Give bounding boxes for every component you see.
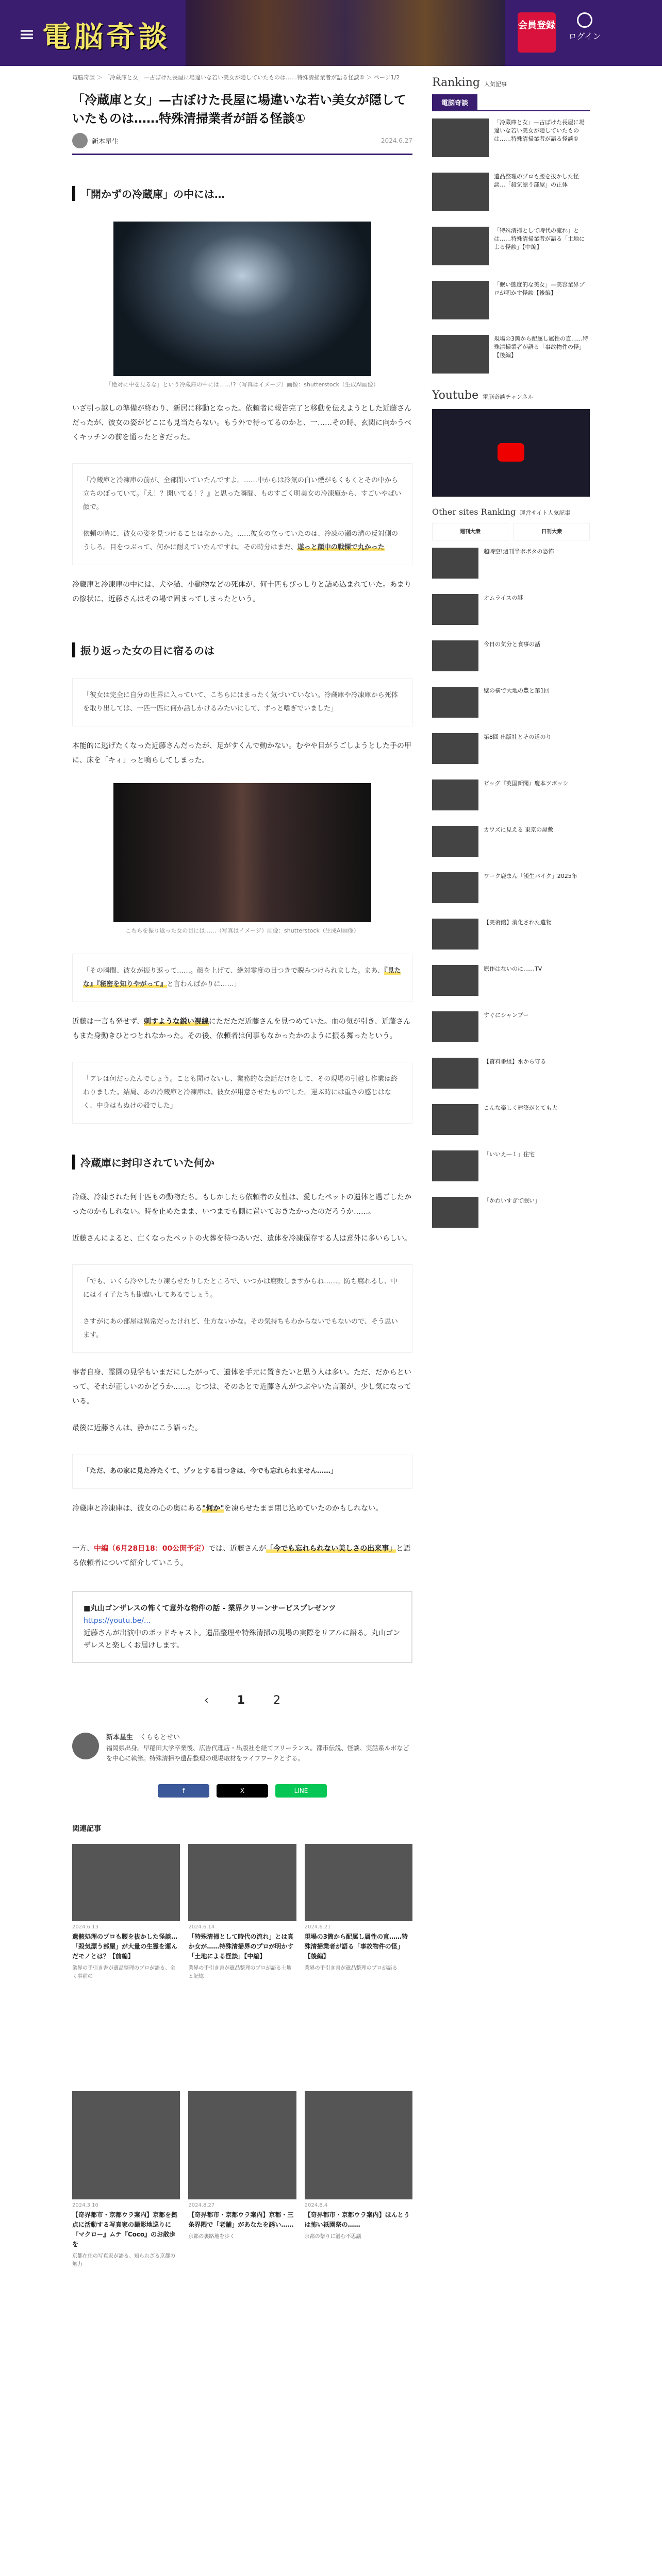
ranking-item[interactable] (432, 640, 590, 671)
paragraph: 一方、中編（6月28日18：00公開予定）では、近藤さんが「今でも忘れられない美しさの出来事」と語る依頼者について紹介していこう。 (72, 1545, 411, 1567)
ranking-title: カワズに見える 東京の屋敷 (484, 826, 554, 833)
other-ranking-list (432, 548, 590, 1228)
author-name[interactable]: 新本星生 (92, 138, 119, 146)
card-excerpt: 京都在住の写真家が語る、知られざる京都の魅力 (72, 2253, 175, 2267)
paragraph: 近藤は一言も発せず、刺すような鋭い視線にただただ近藤さんを見つめていた。血の気が引き、近藤さんもまた身動きひとつとれなかった。その後、依頼者は何事もなかったかのように振る舞ったという。 (72, 1018, 411, 1040)
card-title: 【奇界都市・京都ウラ案内】京都・三条界隈で「老舗」があなたを誘い…… (188, 2211, 294, 2228)
card-date: 2024.6.14 (188, 1924, 215, 1930)
partner-logo[interactable]: 週刊大衆 (432, 523, 508, 540)
paragraph: 冷蔵、冷凍された何十匹もの動物たち。もしかしたら依頼者の女性は、愛したペットの遺体と過ごしたかったのかもしれない。時を止めたまま、いつまでも側に置いておきたかったのだろうか……。 (72, 1193, 411, 1216)
section-heading: 冷蔵庫に封印されていた何か (72, 1155, 412, 1170)
card-excerpt: 京都の裏路地を歩く (188, 2234, 235, 2240)
ranking-thumbnail (432, 872, 478, 903)
publish-date: 2024.6.27 (380, 137, 412, 144)
ranking-item[interactable] (432, 1197, 590, 1228)
ranking-title: 「かわいすぎて眠い」 (484, 1197, 540, 1204)
ranking-thumbnail (432, 118, 489, 157)
ranking-thumbnail (432, 779, 478, 810)
ranking-thumbnail (432, 335, 489, 374)
quote-text: さすがにあの部屋は異常だったけれど、仕方ないかな。その気持ちもわからないでもないので、そう思います。 (83, 1318, 398, 1339)
pagination (72, 1694, 412, 1707)
quote-text: 「その瞬間、彼女が振り返って……。顔を上げて、絶対零度の目つきで睨みつけられました。まあ、 (83, 967, 384, 975)
ranking-title: 今日の気分と食事の話 (484, 641, 540, 648)
card-title: 現場の3箇から配属し属性の直……特殊清掃業者が語る「事故物件の怪」【後編】 (304, 1933, 408, 1960)
ranking-item[interactable] (432, 965, 590, 996)
related-card[interactable] (72, 2091, 180, 2269)
related-card[interactable] (72, 1844, 180, 1981)
card-excerpt: 京都の祭りに潜む不思議 (304, 2234, 361, 2240)
login-button[interactable] (563, 12, 606, 42)
ranking-title: オムライスの謎 (484, 595, 523, 601)
site-header (0, 0, 662, 66)
ranking-thumbnail (432, 281, 489, 319)
ranking-tabs (432, 94, 590, 111)
promo-box (72, 1591, 412, 1663)
byline (72, 133, 412, 155)
other-sites-heading: Other sites Ranking 運営サイト人気記事 (432, 507, 571, 517)
ranking-thumbnail (432, 227, 489, 265)
ranking-thumbnail (432, 687, 478, 718)
ranking-title: 【美術館】消化された遺物 (484, 919, 552, 926)
ranking-title: ビッグ『英国新聞』慶本ツボッシ (484, 780, 569, 787)
ranking-item[interactable] (432, 733, 590, 764)
ranking-thumbnail (432, 1011, 478, 1042)
ranking-item[interactable] (432, 227, 590, 265)
card-thumbnail (72, 1844, 180, 1921)
paragraph: 最後に近藤さんは、静かにこう語った。 (72, 1424, 202, 1432)
article-image (113, 222, 371, 376)
paragraph: 近藤さんによると、亡くなったペットの火葬を待つあいだ、遺体を冷凍保存する人は意外に多いらしい。 (72, 1234, 411, 1243)
ranking-thumbnail (432, 640, 478, 671)
partner-logo[interactable]: 日刊大衆 (514, 523, 590, 540)
quote-block: 「アレは何だったんでしょう。ことも聞けないし、業務的な会話だけをして、その現場の引越し作業は終わりました。結局、あの冷蔵庫と冷凍庫は、彼女が用意させたものでした。運ぶ時には重さの感じはなく、中身はもぬけの殻でした」 (72, 1062, 412, 1124)
youtube-heading: Youtube 電脳奇談チャンネル (432, 389, 534, 402)
ranking-title: ワーク鹿まん「漢生パイク」2025年 (484, 873, 577, 879)
ranking-thumbnail (432, 1197, 478, 1228)
section-heading: 振り返った女の目に宿るのは (72, 642, 412, 657)
highlight-text: 刺すような鋭い視線 (143, 1018, 209, 1026)
related-card[interactable] (188, 1844, 296, 1981)
share-buttons (72, 1784, 412, 1798)
card-date: 2024.3.10 (72, 2202, 98, 2208)
author-profile (72, 1733, 412, 1764)
paragraph: 事者自身、霊園の見学もいまだにしたがって、遺体を手元に置きたいと思う人は多い。ただ、だからといって、それが正しいのかどうか……。じつは、そのあとで近藤さんがつぶやいた言葉が、少し気になっている。 (72, 1368, 411, 1405)
register-button[interactable]: 会員登録 (518, 12, 556, 53)
author-avatar[interactable] (72, 1733, 99, 1759)
quote-block (72, 1264, 412, 1353)
tab-denno[interactable]: 電脳奇談 (432, 94, 477, 110)
image-caption: 「絶対に中を見るな」という冷蔵庫の中には……!?（写真はイメージ）画像：shutterstock（生成AI画像） (106, 381, 379, 388)
ranking-thumbnail (432, 919, 478, 950)
ranking-title: 「冷蔵庫と女」—古ぼけた長屋に場違いな若い美女が隠していたものは……特殊清掃業者が語る怪談① (494, 119, 585, 142)
youtube-embed[interactable] (432, 409, 590, 497)
page-2[interactable]: 2 (273, 1694, 281, 1707)
image-caption: こちらを振り返った女の目には……（写真はイメージ）画像：shutterstock（生成AI画像） (125, 927, 359, 934)
sidebar (432, 66, 590, 1243)
next-article-link[interactable]: 中編（6月28日18：00公開予定） (94, 1545, 209, 1553)
ranking-item[interactable] (432, 687, 590, 718)
related-card[interactable] (188, 2091, 296, 2269)
paragraph: 本能的に逃げたくなった近藤さんだったが、足がすくんで動かない。むやや目がうごしようとした手の甲に、床を「キィ」っと鳴らしてしまった。 (72, 742, 411, 765)
ranking-thumbnail (432, 1104, 478, 1135)
card-thumbnail (72, 2091, 180, 2199)
quote-block: 「彼女は完全に自分の世界に入っていて、こちらにはまったく気づいていない。冷蔵庫や冷凍庫から死体を取り出しては、一匹一匹に何か話しかけるみたいにして、ずっと嗜ぎでいました」 (72, 678, 412, 726)
card-title: 【奇界都市・京都ウラ案内】ほんとうは怖い祇園祭の…… (304, 2211, 410, 2228)
quote-block: 「ただ、あの家に見た冷たくて、ゾッとする目つきは、今でも忘れられません……」 (72, 1454, 412, 1489)
ranking-list (432, 118, 590, 374)
card-title: 【奇界都市・京都ウラ案内】京都を拠点に活動する写真家の撮影地巡りに『マクロー』ムテ『Coco』のお散歩を (72, 2211, 178, 2248)
ranking-thumbnail (432, 173, 489, 211)
ranking-item[interactable] (432, 594, 590, 625)
card-title: 遺骸処理のプロも腰を抜かした怪談…「殺気漂う部屋」が大量の生霊を運んだモノとは？【前編】 (72, 1933, 178, 1960)
paragraph: 冷蔵庫と冷凍庫の中には、犬や猫、小動物などの死体が、何十匹もびっしりと詰め込まれていた。あまりの惨状に、近藤さんはその場で固まってしまったという。 (72, 581, 411, 603)
ranking-title: 「特殊清掃として時代の流れ」とは……特殊清掃業者が語る「土地による怪談」【中編】 (494, 227, 585, 250)
related-heading: 関連記事 (72, 1825, 101, 1833)
line-share-button[interactable]: LINE (275, 1784, 327, 1798)
ranking-item[interactable] (432, 1058, 590, 1089)
ranking-thumbnail (432, 733, 478, 764)
author-bio: 福岡県出身。早稲田大学卒業後、広告代理店・出版社を経てフリーランス。都市伝説、怪談、実話系ルポなどを中心に執筆。特殊清掃や遺品整理の現場取材をライフワークとする。 (106, 1744, 409, 1762)
partner-logos (432, 523, 590, 540)
ranking-title: 遺品整理のプロも腰を抜かした怪談…「殺気漂う部屋」の正体 (494, 173, 579, 188)
prev-page-button[interactable]: ‹ (204, 1694, 209, 1707)
ranking-thumbnail (432, 826, 478, 857)
header-banner (186, 0, 505, 66)
paragraph: いざ引っ越しの準備が終わり、新居に移動となった。依頼者に報告完了と移動を伝えようとした近藤さんだったが、彼女の姿がどこにも見当たらない。もう外で待ってるのかと、一……その時、玄関に向かうべくキッチンの前を通ったときだった。 (72, 404, 411, 442)
user-icon (577, 12, 592, 28)
promo-title: ■丸山ゴンザレスの怖くて意外な物件の話 - 業界クリーンサービスプレゼンツ (84, 1604, 336, 1613)
related-grid (72, 1844, 412, 2269)
ranking-item[interactable] (432, 1150, 590, 1181)
ranking-title: 「いいえ—１」住宅 (484, 1151, 535, 1158)
card-thumbnail (305, 2091, 412, 2199)
ranking-item[interactable] (432, 826, 590, 857)
card-date: 2024.8.27 (188, 2202, 215, 2208)
quote-text: 「冷蔵庫と冷凍庫の前が、全部閉いていたんですよ。……中からは冷気の白い煙がもくもくとその中から立ちのぼっていて。『え！？開いてる！？』と思った瞬間、ものすごく明美女の冷凍庫から、すごいやばい顔で。 (83, 477, 402, 511)
card-title: 「特殊清掃として時代の流れ」とは真か女が……特殊清掃界のプロが明かす「土地による怪談」【中編】 (188, 1933, 294, 1960)
quote-text: 「でも、いくら冷やしたり凍らせたりしたところで、いつかは腐敗しますからね……。防ち腐れるし、中にはイイ子たちも勘違いしてあるでしょう。 (83, 1278, 398, 1299)
quote-block (72, 463, 412, 565)
highlight-text: 遂っと顔中の戦慄で丸かった (297, 544, 385, 551)
article-image (113, 783, 371, 922)
ranking-title: 壁の横で大地の豊と第1回 (484, 687, 550, 694)
ranking-thumbnail (432, 594, 478, 625)
promo-link[interactable]: https://youtu.be/... (84, 1617, 151, 1625)
ranking-thumbnail (432, 1058, 478, 1089)
author-avatar[interactable] (72, 133, 88, 148)
login-label: ログイン (568, 31, 601, 41)
ranking-title: 原作はないのに……TV (484, 965, 542, 972)
ranking-thumbnail (432, 1150, 478, 1181)
ranking-thumbnail (432, 548, 478, 579)
menu-icon[interactable]: ≡ (19, 23, 35, 45)
related-card[interactable] (305, 2091, 412, 2269)
paragraph: 冷蔵庫と冷凍庫は、彼女の心の奥にある"何か"を凍らせたまま閉じ込めていたのかもしれない。 (72, 1504, 383, 1513)
card-excerpt: 業界の手引き書が遺品整理のプロが語る (304, 1965, 398, 1971)
ranking-item[interactable] (432, 118, 590, 157)
card-date: 2024.8.4 (304, 2202, 328, 2208)
ranking-item[interactable] (432, 919, 590, 950)
ranking-item[interactable] (432, 548, 590, 579)
ranking-title: 現場の3箇から配属し属性の直……特殊清掃業者が語る「事故物件の怪」【後編】 (494, 335, 588, 359)
card-thumbnail (188, 2091, 296, 2199)
ranking-title: 第8回 出版社とその道のり (484, 734, 552, 740)
ranking-item[interactable] (432, 335, 590, 374)
quote-text: 依頼の時に、彼女の姿を見つけることはなかった。……彼女の立っていたのは、冷凍の瀬の溝の反対側のうしろ。目をつぶって、何かに耐えていたんですね。その時分はまだ、 (83, 530, 399, 551)
article-main (72, 66, 412, 2269)
card-thumbnail (188, 1844, 296, 1921)
card-excerpt: 業界の手引き書が遺品整理のプロが語る、全く事前の (72, 1965, 175, 1979)
card-excerpt: 業界の手引き書が遺品整理のプロが語る土地と記憶 (188, 1965, 292, 1979)
quote-text: と言わんばかりに……」 (167, 980, 241, 988)
related-card[interactable] (305, 1844, 412, 1981)
ranking-item[interactable] (432, 872, 590, 903)
ranking-item[interactable] (432, 281, 590, 319)
ranking-heading: Ranking 人気記事 (432, 76, 507, 89)
ranking-title: こんな楽しく建築がとても大 (484, 1105, 557, 1111)
ranking-item[interactable] (432, 1011, 590, 1042)
ranking-item[interactable] (432, 1104, 590, 1135)
quote-block (72, 954, 412, 1002)
card-date: 2024.6.21 (304, 1924, 331, 1930)
page-1[interactable]: 1 (237, 1694, 245, 1707)
ranking-thumbnail (432, 965, 478, 996)
highlight-text: 「今でも忘れられない美しさの出来事」 (266, 1545, 396, 1553)
card-thumbnail (305, 1844, 412, 1921)
ranking-item[interactable] (432, 173, 590, 211)
highlight-text: 『見たな』『秘密を知りやがって』 (83, 967, 401, 988)
article-title: 「冷蔵庫と女」—古ぼけた長屋に場違いな若い美女が隠していたものは……特殊清掃業者が語る怪談① (72, 93, 406, 126)
highlight-text: "何か" (202, 1504, 224, 1513)
promo-text: 近藤さんが出演中のポッドキャスト。遺品整理や特殊清掃の現場の実際をリアルに語る。丸山ゴンザレスと楽しくお届けします。 (84, 1629, 401, 1650)
ranking-title: すぐにシャンプー (484, 1012, 529, 1019)
section-heading: 「開かずの冷蔵庫」の中には… (72, 186, 412, 201)
card-date: 2024.6.13 (72, 1924, 98, 1930)
ranking-title: 【資料番組】水から守る (484, 1058, 546, 1065)
play-icon[interactable] (498, 443, 524, 462)
author-name: 新本星生 くらもとせい (106, 1734, 180, 1741)
site-logo[interactable]: 電脳奇談 (42, 20, 170, 54)
ranking-title: 「眠い態度的な美女」—美容業界プロが明かす怪談【後編】 (494, 281, 585, 296)
x-share-button[interactable]: X (217, 1784, 268, 1798)
ranking-item[interactable] (432, 779, 590, 810)
ranking-title: 超時空!週刊半ボボタの恐怖 (484, 548, 554, 555)
breadcrumb[interactable]: 電脳奇談 ＞ 「冷蔵庫と女」—古ぼけた長屋に場違いな若い美女が隠していたものは……特殊清掃業者が語る怪談① ＞ ページ1/2 (72, 74, 400, 81)
facebook-share-button[interactable]: f (158, 1784, 209, 1798)
